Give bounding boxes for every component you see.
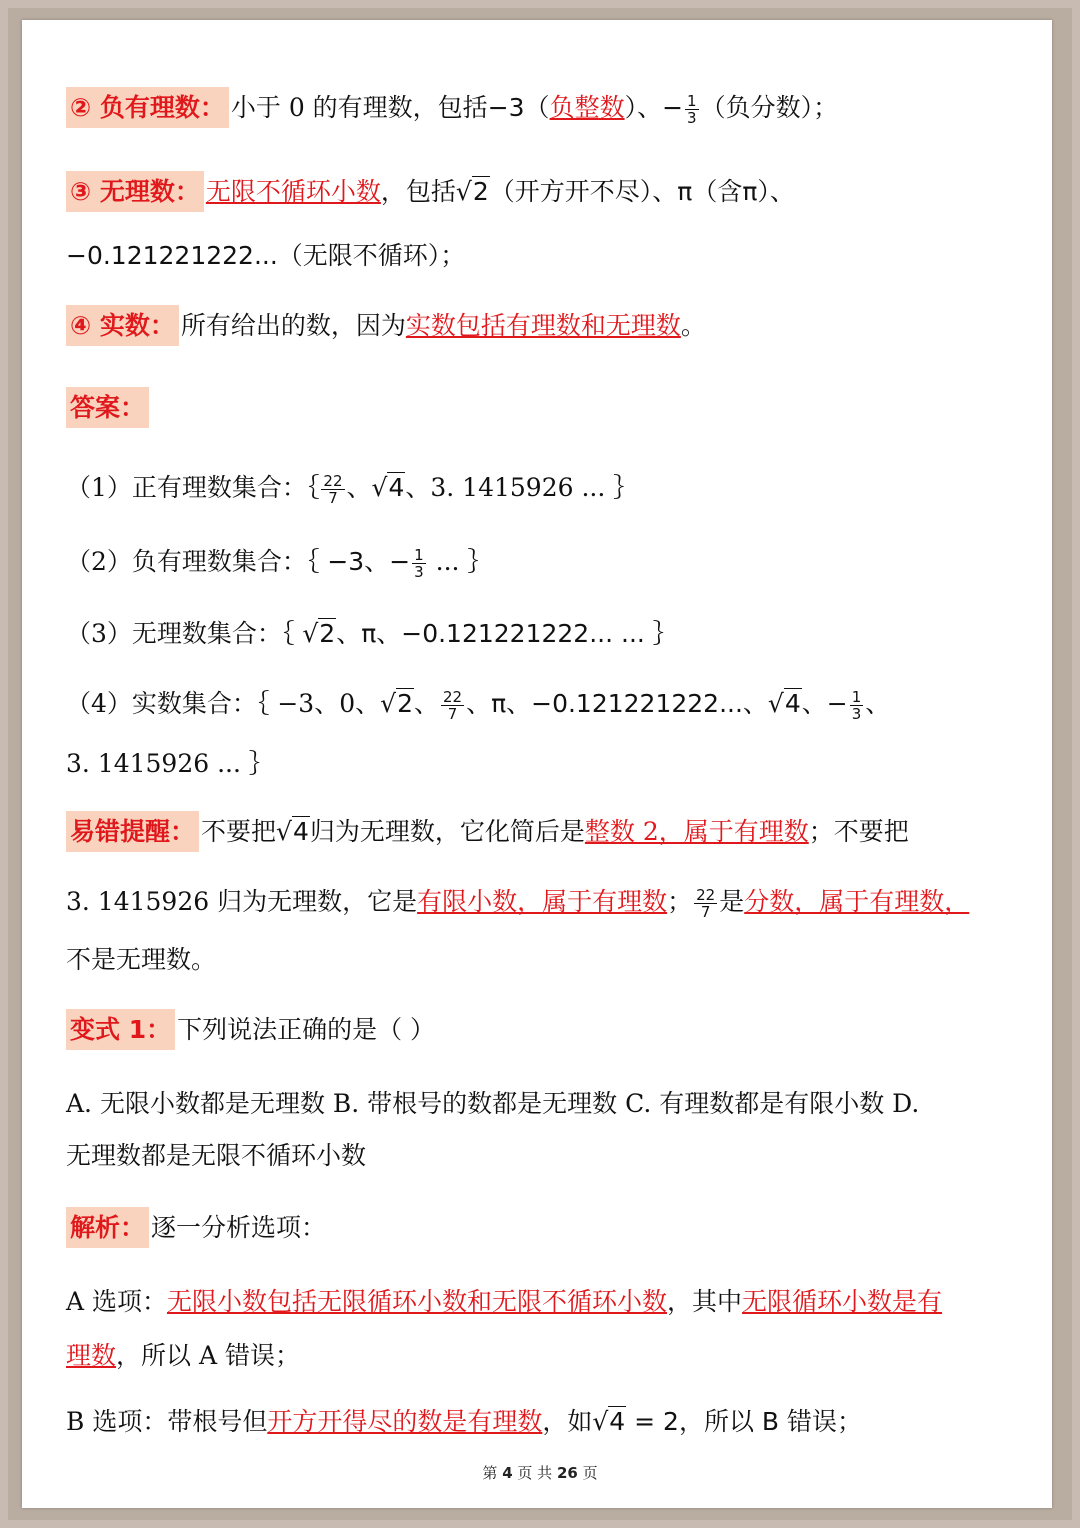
- variant-1: [66, 1010, 435, 1050]
- text: 、: [865, 689, 891, 718]
- variant-options-line2: [66, 1136, 366, 1176]
- text: 、π、−0.121221222... ... ｝: [336, 619, 678, 648]
- sqrt: √2: [302, 619, 336, 648]
- text: （负分数）；: [700, 93, 839, 122]
- analysis-a-line2: [66, 1336, 300, 1376]
- mistake-reminder: [66, 812, 909, 852]
- text: 3. 1415926 归为无理数，它是: [66, 887, 418, 916]
- text: 。: [680, 311, 706, 340]
- number: −3: [487, 93, 525, 122]
- number: −0.121221222...: [66, 241, 278, 270]
- highlight: 实数包括有理数和无理数: [405, 311, 681, 340]
- label-mistake: 易错提醒：: [66, 811, 199, 852]
- fraction: $\frac{1}{3}$: [687, 92, 697, 127]
- analysis-b: [66, 1402, 862, 1442]
- analysis-a: [66, 1282, 942, 1322]
- label-variant: 变式 1：: [66, 1009, 175, 1050]
- analysis: [66, 1208, 326, 1248]
- text: 3. 1415926 ... ｝: [66, 749, 274, 778]
- answer-2: [66, 542, 492, 582]
- text: 小于 0 的有理数，包括: [230, 93, 488, 122]
- answer-1: [66, 468, 638, 508]
- options-text: 无理数都是无限不循环小数: [66, 1141, 367, 1170]
- item-irrational: [66, 172, 795, 212]
- fraction: $\frac{22}{7}$: [323, 472, 343, 507]
- text: ）、: [624, 93, 663, 122]
- text: ；不要把: [808, 817, 909, 846]
- highlight: 无限小数包括无限循环小数和无限不循环小数: [167, 1287, 668, 1316]
- highlight: 开方开得尽的数是有理数: [267, 1407, 543, 1436]
- text: （3）无理数集合：｛: [66, 619, 303, 648]
- text: ，包括: [380, 177, 456, 206]
- text: 第: [482, 1464, 503, 1482]
- text: （1）正有理数集合：｛: [66, 473, 320, 502]
- answer-heading: [66, 388, 151, 428]
- highlight: 理数: [66, 1341, 117, 1370]
- text: = 2，所以 B 错误；: [626, 1407, 862, 1436]
- label-analysis: 解析：: [66, 1207, 149, 1248]
- label-irrational: ③ 无理数：: [66, 171, 204, 212]
- highlight: 无限不循环小数: [205, 177, 381, 206]
- text: ，如: [542, 1407, 593, 1436]
- label-negative-rational: ② 负有理数：: [66, 87, 229, 128]
- text: B 选项：带根号但: [66, 1407, 268, 1436]
- number: −: [662, 93, 684, 122]
- mistake-line3: [66, 940, 216, 980]
- text: ；: [667, 887, 693, 916]
- text: ，所以 A 错误；: [116, 1341, 300, 1370]
- text: 所有给出的数，因为: [180, 311, 406, 340]
- text: A 选项：: [66, 1287, 168, 1316]
- mistake-line2: [66, 882, 969, 922]
- fraction: $\frac{1}{3}$: [414, 546, 424, 581]
- text: ，其中: [667, 1287, 743, 1316]
- highlight: 负整数: [549, 93, 625, 122]
- text: （2）负有理数集合：｛: [66, 547, 328, 576]
- text: ）、: [757, 177, 795, 206]
- text: 不要把: [201, 817, 277, 846]
- item-real: [66, 306, 706, 346]
- fraction: $\frac{22}{7}$: [442, 688, 463, 723]
- sqrt: √4: [592, 1407, 626, 1436]
- text: （含: [692, 177, 743, 206]
- text: 、: [346, 473, 372, 502]
- text: （4）实数集合：｛ −3、0、: [66, 689, 381, 718]
- page-number-footer: [0, 1462, 1080, 1483]
- number: −3、−: [327, 547, 411, 576]
- variant-options-line1: [66, 1084, 919, 1124]
- text: 逐一分析选项：: [151, 1213, 327, 1242]
- text: （开方开不尽）、: [489, 177, 678, 206]
- text: ... ｝: [427, 547, 493, 576]
- text: 归为无理数，它化简后是: [309, 817, 585, 846]
- text: 、π、−0.121221222...、: [466, 689, 768, 718]
- label-real: ④ 实数：: [66, 305, 179, 346]
- sqrt: √4: [371, 473, 405, 502]
- fraction: $\frac{22}{7}$: [696, 886, 716, 921]
- sqrt: √4: [767, 689, 801, 718]
- highlight: 整数 2，属于有理数: [584, 817, 809, 846]
- total-pages: 26: [556, 1464, 578, 1482]
- label-answer: 答案：: [66, 387, 149, 428]
- highlight: 分数，属于有理数，: [744, 887, 970, 916]
- item-negative-rational: [66, 88, 838, 128]
- item-irrational-line2: [66, 236, 465, 276]
- pi: π: [677, 177, 693, 206]
- sqrt: √2: [455, 177, 489, 206]
- text: 、−: [801, 689, 848, 718]
- answer-4: [66, 684, 890, 724]
- text: 是: [719, 887, 745, 916]
- highlight: 无限循环小数是有: [742, 1287, 943, 1316]
- options-text: A. 无限小数都是无理数 B. 带根号的数都是无理数 C. 有理数都是有限小数 D.: [66, 1089, 920, 1118]
- text: 页: [577, 1464, 598, 1482]
- answer-4-line2: [66, 744, 274, 784]
- text: （无限不循环）；: [277, 241, 466, 270]
- fraction: $\frac{1}{3}$: [851, 688, 862, 723]
- highlight: 有限小数，属于有理数: [417, 887, 668, 916]
- answer-3: [66, 614, 678, 654]
- text: 页 共: [512, 1464, 557, 1482]
- text: 、: [413, 689, 439, 718]
- text: （: [524, 93, 550, 122]
- text: 不是无理数。: [66, 945, 217, 974]
- text: 、3. 1415926 ... ｝: [405, 473, 639, 502]
- sqrt: √4: [276, 817, 309, 846]
- sqrt: √2: [380, 689, 413, 718]
- pi: π: [742, 177, 758, 206]
- page-number: 4: [502, 1464, 513, 1482]
- question-text: 下列说法正确的是（ ）: [177, 1015, 436, 1044]
